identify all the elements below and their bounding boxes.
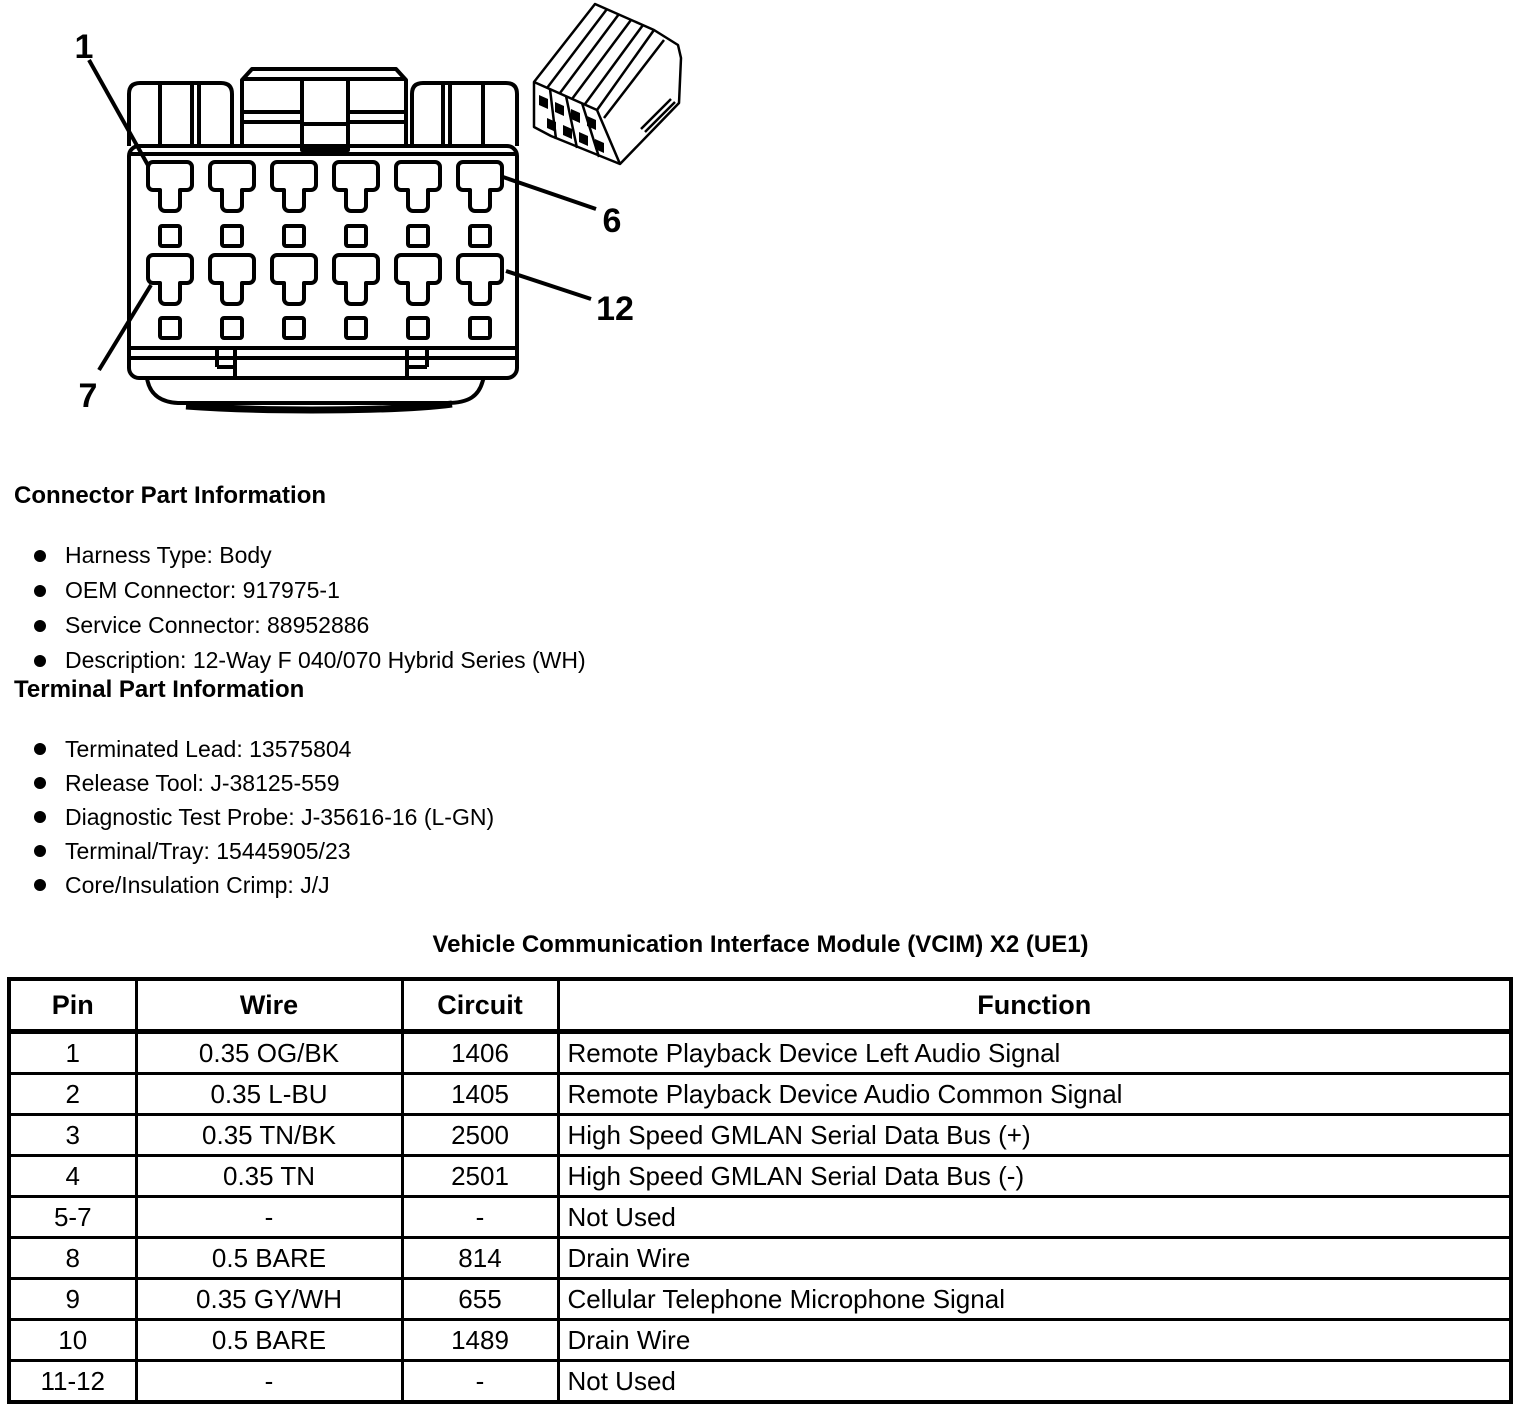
cell-circuit: 1489 — [402, 1320, 558, 1361]
list-item — [34, 834, 494, 868]
list-item-text: Description: 12-Way F 040/070 Hybrid Series (WH) — [65, 647, 586, 673]
bullet-icon — [34, 777, 46, 789]
cell-circuit: 814 — [402, 1238, 558, 1279]
list-item — [34, 643, 586, 678]
col-header-function: Function — [558, 979, 1511, 1032]
bullet-icon — [34, 879, 46, 891]
cell-pin: 8 — [9, 1238, 136, 1279]
bullet-icon — [34, 743, 46, 755]
cell-circuit: - — [402, 1361, 558, 1403]
leader-line-pin-1 — [89, 60, 149, 167]
list-item-text: Core/Insulation Crimp: J/J — [65, 871, 330, 898]
list-item — [34, 766, 494, 800]
col-header-circuit: Circuit — [402, 979, 558, 1032]
connector-bottom-rail — [131, 348, 515, 378]
cell-circuit: 2501 — [402, 1156, 558, 1197]
list-item-text: Terminal/Tray: 15445905/23 — [65, 837, 351, 864]
list-item — [34, 538, 586, 573]
cell-pin: 9 — [9, 1279, 136, 1320]
cell-wire: 0.35 GY/WH — [136, 1279, 402, 1320]
list-item-text: Terminated Lead: 13575804 — [65, 735, 352, 762]
connector-part-info-heading: Connector Part Information — [14, 482, 327, 509]
list-item-text: OEM Connector: 917975-1 — [65, 577, 340, 603]
table-row — [9, 1074, 1511, 1115]
cell-wire: - — [136, 1197, 402, 1238]
cell-pin: 2 — [9, 1074, 136, 1115]
callout-pin-12: 12 — [596, 290, 634, 328]
callout-pin-6: 6 — [602, 202, 622, 240]
connector-bottom-skirt — [147, 378, 484, 410]
table-row — [9, 1361, 1511, 1403]
cell-pin: 3 — [9, 1115, 136, 1156]
table-row — [9, 1320, 1511, 1361]
list-item — [34, 800, 494, 834]
list-item-text: Harness Type: Body — [65, 542, 272, 568]
bullet-icon — [34, 811, 46, 823]
table-row — [9, 1197, 1511, 1238]
terminal-part-info-list — [34, 732, 494, 902]
list-item — [34, 573, 586, 608]
cell-circuit: 2500 — [402, 1115, 558, 1156]
table-row — [9, 1156, 1511, 1197]
table-row — [9, 1032, 1511, 1074]
cell-wire: 0.35 TN — [136, 1156, 402, 1197]
bullet-icon — [34, 550, 46, 562]
list-item — [34, 608, 586, 643]
callout-pin-1: 1 — [74, 28, 94, 66]
bullet-icon — [34, 620, 46, 632]
table-row — [9, 1279, 1511, 1320]
cell-wire: 0.35 TN/BK — [136, 1115, 402, 1156]
table-header-row — [9, 979, 1511, 1032]
cell-function: Drain Wire — [558, 1320, 1511, 1361]
col-header-wire: Wire — [136, 979, 402, 1032]
list-item-text: Release Tool: J-38125-559 — [65, 769, 340, 796]
connector-top-tab-right — [412, 83, 517, 146]
col-header-pin: Pin — [9, 979, 136, 1032]
connector-part-info-list — [34, 538, 586, 678]
pinout-table-title: Vehicle Communication Interface Module (VCIM) X2 (UE1) — [432, 931, 1089, 958]
connector-front-view — [129, 69, 517, 410]
cell-circuit: - — [402, 1197, 558, 1238]
pinout-table — [7, 977, 1513, 1404]
terminal-part-info-heading: Terminal Part Information — [14, 676, 305, 703]
cell-function: Remote Playback Device Left Audio Signal — [558, 1032, 1511, 1074]
table-row — [9, 1238, 1511, 1279]
list-item — [34, 868, 494, 902]
callout-pin-7: 7 — [78, 377, 98, 415]
cell-pin: 5-7 — [9, 1197, 136, 1238]
cell-function: Remote Playback Device Audio Common Signal — [558, 1074, 1511, 1115]
cell-pin: 1 — [65, 1037, 80, 1068]
index-holes-row-1 — [160, 226, 490, 246]
bullet-icon — [34, 845, 46, 857]
table-row — [9, 1115, 1511, 1156]
cell-function: High Speed GMLAN Serial Data Bus (-) — [558, 1156, 1511, 1197]
cell-wire: - — [136, 1361, 402, 1403]
cell-pin: 4 — [9, 1156, 136, 1197]
cell-circuit: 655 — [402, 1279, 558, 1320]
cell-function: Drain Wire — [558, 1238, 1511, 1279]
cell-wire: 0.35 OG/BK — [136, 1032, 402, 1074]
cell-function: Not Used — [558, 1197, 1511, 1238]
cell-function: High Speed GMLAN Serial Data Bus (+) — [558, 1115, 1511, 1156]
cell-function: Cellular Telephone Microphone Signal — [558, 1279, 1511, 1320]
cell-function: Not Used — [558, 1361, 1511, 1403]
cell-wire: 0.5 BARE — [136, 1238, 402, 1279]
cell-circuit: 1405 — [402, 1074, 558, 1115]
list-item-text: Diagnostic Test Probe: J-35616-16 (L-GN) — [65, 803, 495, 830]
cell-wire: 0.5 BARE — [136, 1320, 402, 1361]
connector-top-tab-left — [129, 83, 232, 146]
terminal-cavities-row-1 — [148, 162, 502, 211]
cell-pin: 10 — [9, 1320, 136, 1361]
terminal-cavities-row-2 — [148, 255, 502, 304]
connector-lock-tower — [242, 69, 406, 150]
bullet-icon — [34, 585, 46, 597]
cell-circuit: 1406 — [402, 1032, 558, 1074]
cell-wire: 0.35 L-BU — [136, 1074, 402, 1115]
cell-pin: 11-12 — [9, 1361, 136, 1403]
list-item — [34, 732, 494, 766]
connector-diagram — [0, 0, 760, 460]
connector-isometric-view — [534, 4, 681, 164]
index-holes-row-2 — [160, 318, 490, 338]
bullet-icon — [34, 655, 46, 667]
list-item-text: Service Connector: 88952886 — [65, 612, 370, 638]
callout-leader-lines — [89, 60, 596, 370]
